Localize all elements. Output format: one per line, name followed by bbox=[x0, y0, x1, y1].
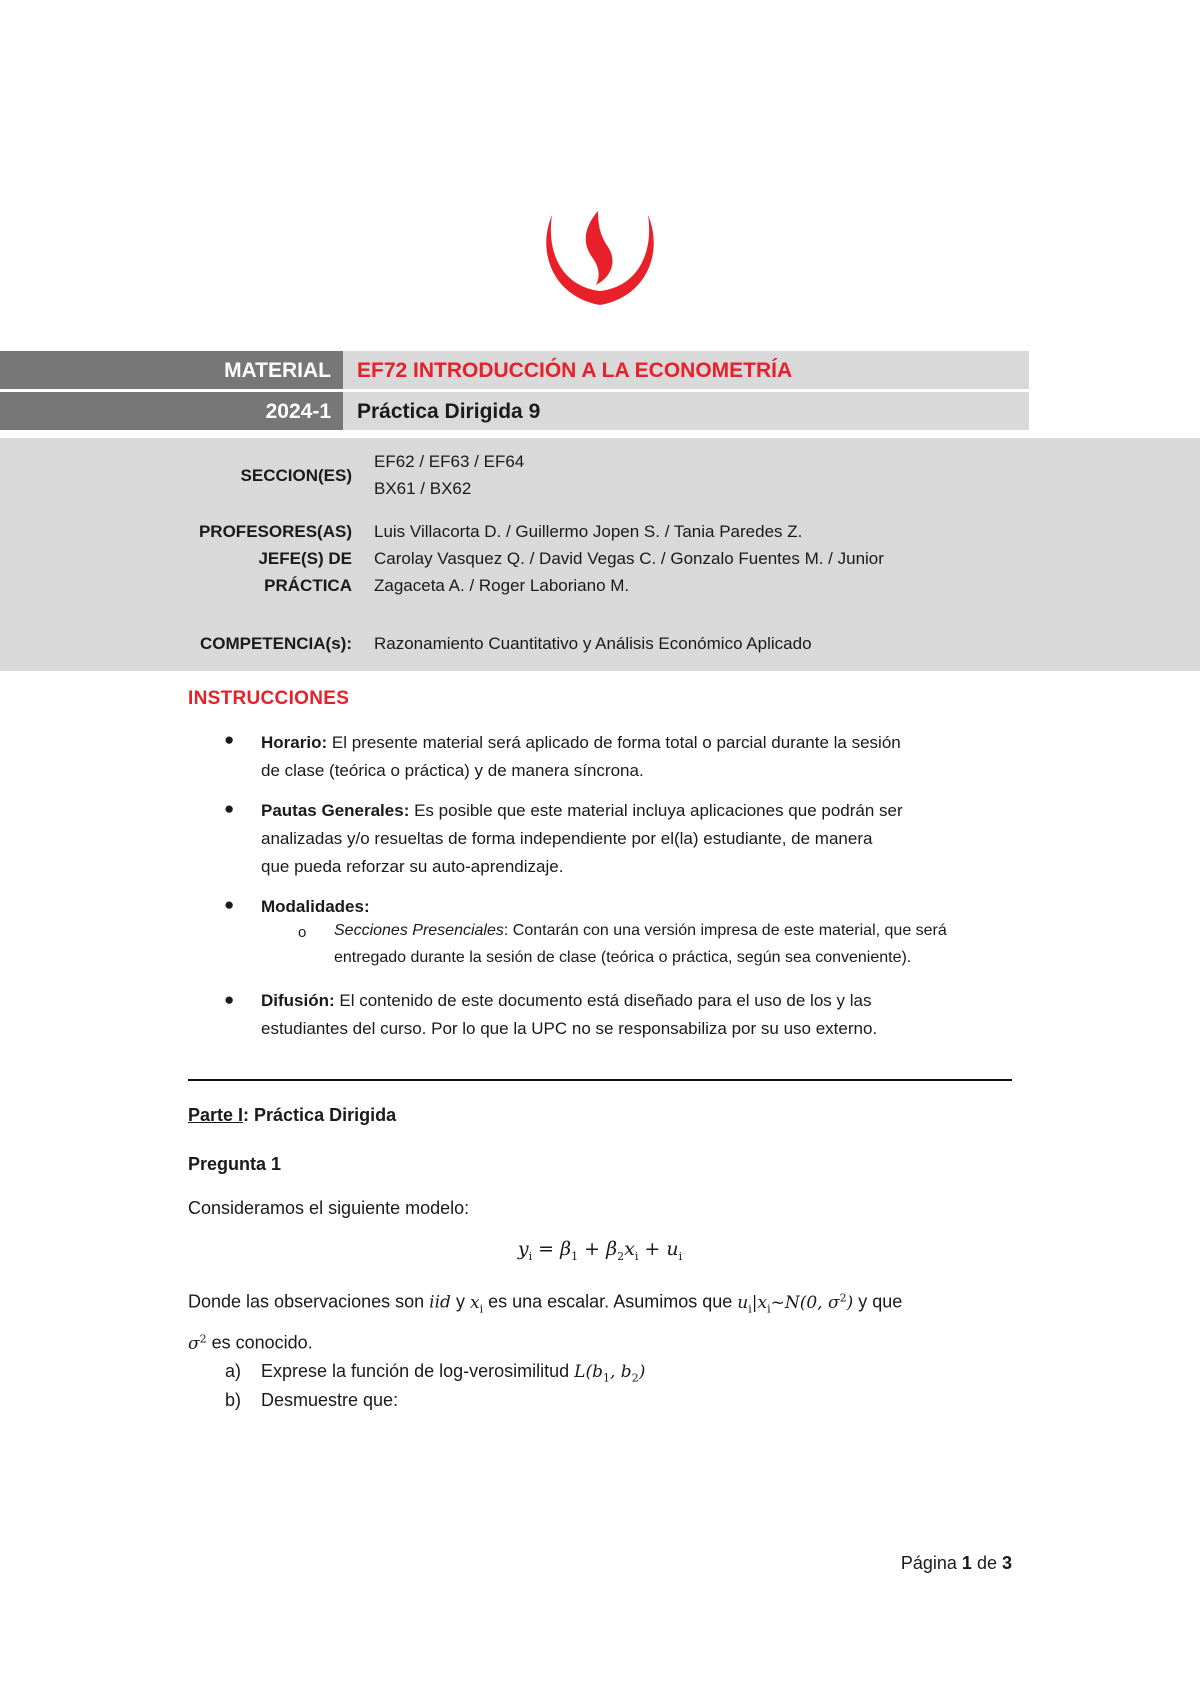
course-info-block bbox=[0, 438, 1200, 671]
model-intro: Consideramos el siguiente modelo: bbox=[188, 1198, 470, 1218]
horario-text-1: El presente material será aplicado de forma total o parcial durante la sesión bbox=[331, 733, 901, 752]
part-label: Parte I bbox=[188, 1105, 244, 1125]
item-a-text: Exprese la función de log-verosimilitud bbox=[261, 1361, 570, 1381]
of-word: de bbox=[976, 1553, 997, 1573]
part-title: : Práctica Dirigida bbox=[243, 1105, 397, 1125]
distribution-math: $u_i|x_i\sim N(0$, $\sigma^2$) bbox=[737, 1291, 854, 1316]
item-a-label: a) bbox=[225, 1361, 242, 1381]
obs-text-4: y que bbox=[858, 1291, 903, 1312]
instruction-horario bbox=[261, 729, 1012, 785]
item-a bbox=[261, 1361, 645, 1384]
competencia-value: Razonamiento Cuantitativo y Análisis Económico Aplicado bbox=[374, 634, 812, 653]
difusion-label: Difusión: bbox=[261, 991, 335, 1010]
sub-label: Secciones Presenciales bbox=[334, 922, 504, 939]
obs-text-1: Donde las observaciones son bbox=[188, 1291, 425, 1312]
difusion-text-1: El contenido de este documento está diseñado para el uso de los y las bbox=[339, 991, 872, 1010]
iid-math: iid bbox=[429, 1292, 451, 1313]
difusion-text-2: estudiantes del curso. Por lo que la UPC no se responsabiliza por su uso externo. bbox=[261, 1019, 878, 1038]
instruction-pautas bbox=[261, 797, 1012, 881]
page-footer bbox=[901, 1553, 1012, 1574]
modalidades-label: Modalidades: bbox=[261, 897, 370, 916]
course-title: EF72 INTRODUCCIÓN A LA ECONOMETRÍA bbox=[343, 351, 1029, 389]
professors-line-3: Zagaceta A. / Roger Laboriano M. bbox=[374, 576, 630, 595]
pautas-text-1: Es posible que este material incluya aplicaciones que podrán ser bbox=[414, 801, 903, 820]
question-heading: Pregunta 1 bbox=[188, 1154, 282, 1174]
page-word: Página bbox=[900, 1553, 957, 1573]
professors-line-1: Luis Villacorta D. / Guillermo Jopen S. / Tania Paredes Z. bbox=[374, 522, 803, 541]
part-heading bbox=[188, 1100, 396, 1130]
model-equation: $y_i = \beta_1 + \beta_2x_i + u_i$ bbox=[517, 1238, 683, 1263]
pautas-text-2: analizadas y/o resueltas de forma independiente por el(la) estudiante, de manera bbox=[261, 829, 873, 848]
sections-label: SECCION(ES) bbox=[240, 466, 352, 485]
obs-text-5: es conocido. bbox=[211, 1332, 313, 1353]
material-label: MATERIAL bbox=[0, 351, 343, 389]
section-divider bbox=[188, 1079, 1012, 1081]
bullet-icon: ● bbox=[224, 895, 235, 914]
obs-text-3: es una escalar. Asumimos que bbox=[488, 1291, 733, 1312]
item-b-label: b) bbox=[225, 1390, 242, 1410]
sub-text-1: : Contarán con una versión impresa de este material, que será bbox=[503, 922, 947, 939]
sub-text-2: entregado durante la sesión de clase (teórica o práctica, según sea conveniente). bbox=[334, 949, 912, 966]
upc-logo bbox=[540, 205, 660, 310]
horario-label: Horario: bbox=[261, 733, 328, 752]
sections-line-1: EF62 / EF63 / EF64 bbox=[374, 452, 525, 471]
bullet-icon: ● bbox=[224, 799, 235, 818]
instructions-title: INSTRUCCIONES bbox=[188, 688, 350, 709]
competencia-label: COMPETENCIA(s): bbox=[199, 634, 352, 653]
sub-bullet-icon: o bbox=[298, 924, 307, 941]
page-number: 1 bbox=[961, 1553, 972, 1573]
sections-line-2: BX61 / BX62 bbox=[374, 479, 472, 498]
professors-line-2: Carolay Vasquez Q. / David Vegas C. / Gonzalo Fuentes M. / Junior bbox=[374, 549, 884, 568]
bullet-icon: ● bbox=[224, 730, 235, 749]
pautas-label: Pautas Generales: bbox=[261, 801, 410, 820]
pautas-text-3: que pueda reforzar su auto-aprendizaje. bbox=[261, 857, 564, 876]
horario-text-2: de clase (teórica o práctica) y de manera síncrona. bbox=[261, 761, 644, 780]
obs-text-2: y bbox=[455, 1291, 465, 1312]
xi-math: $x_i$ bbox=[469, 1292, 484, 1316]
modalidades-presenciales bbox=[334, 917, 1012, 971]
page-total: 3 bbox=[1001, 1553, 1012, 1573]
document-title: Práctica Dirigida 9 bbox=[343, 392, 1029, 430]
professors-label-1: PROFESORES(AS) bbox=[198, 522, 352, 541]
item-b-text: Desmuestre que: bbox=[261, 1390, 399, 1410]
professors-label-2: JEFE(S) DE bbox=[258, 549, 352, 568]
observation-paragraph bbox=[188, 1283, 1012, 1359]
instruction-difusion bbox=[261, 987, 1012, 1043]
loglik-math: $L(b_1$, $b_2$) bbox=[574, 1362, 646, 1385]
professors-label-3: PRÁCTICA bbox=[264, 576, 352, 595]
term-label: 2024-1 bbox=[0, 392, 343, 430]
bullet-icon: ● bbox=[224, 990, 235, 1009]
sigma-math: $\sigma^2$ bbox=[188, 1332, 207, 1354]
